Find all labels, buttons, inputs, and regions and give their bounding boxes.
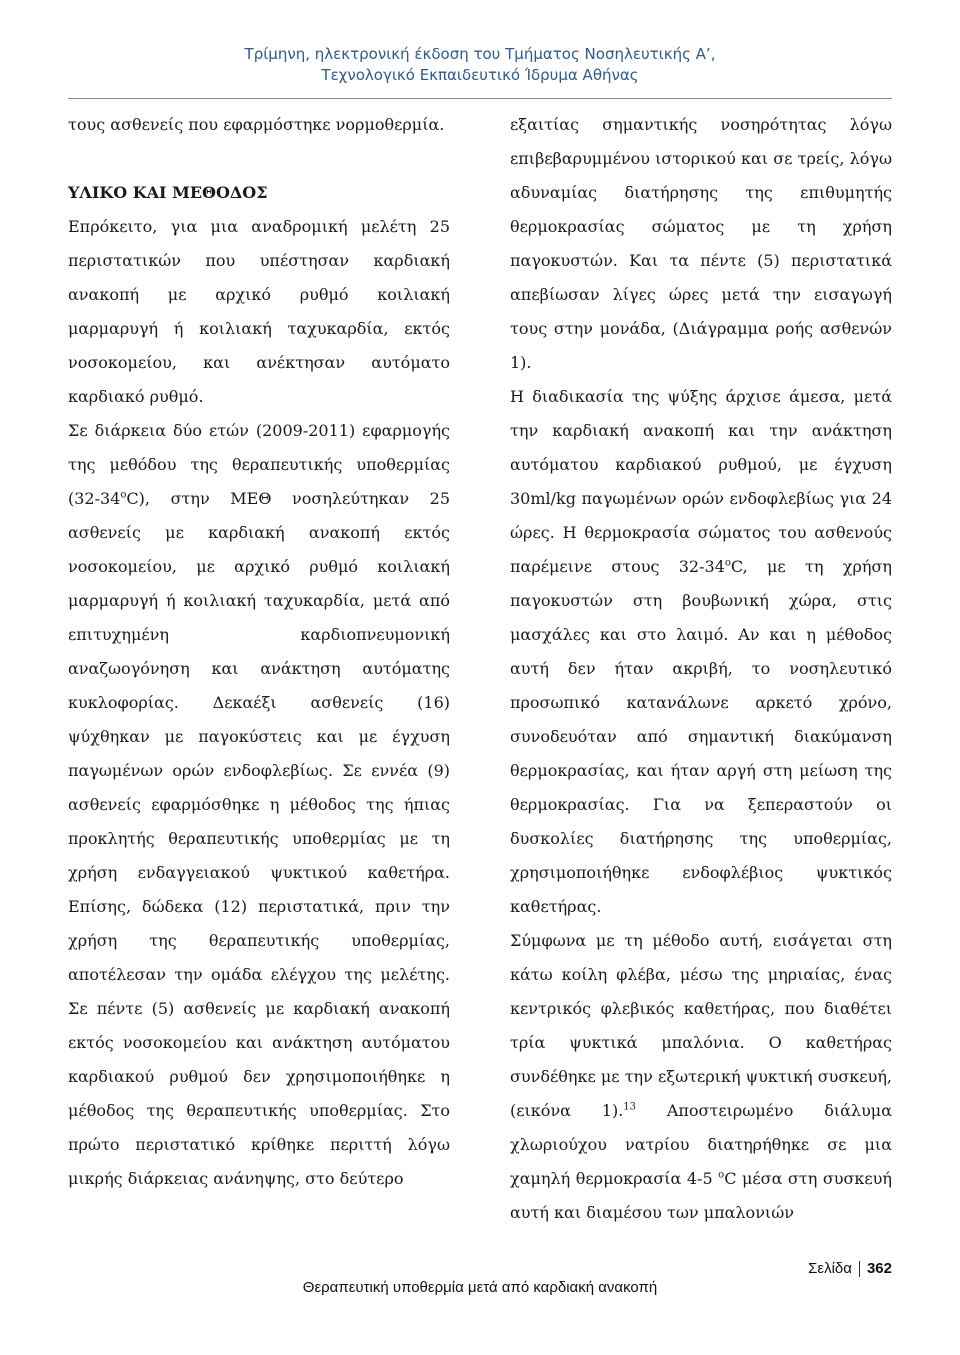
degree-superscript: o [120, 489, 127, 501]
right-paragraph-3-text-b: Αποστειρωμένο διάλυμα χλωριούχου νατρίου διατηρήθηκε σε μια χαμηλή θερμοκρασία 4-5 [510, 1101, 892, 1188]
journal-header-line1: Τρίμηνη, ηλεκτρονική έκδοση του Τμήματος Νοσηλευτικής Α’, [244, 45, 716, 63]
intro-paragraph: τους ασθενείς που εφαρμόστηκε νορμοθερμία. [68, 115, 445, 134]
degree-superscript: o [718, 1169, 725, 1181]
header-rule [68, 98, 892, 99]
right-column [510, 108, 892, 1230]
methods-paragraph-2-text-a: Σε διάρκεια δύο ετών (2009-2011) εφαρμογής της μεθόδου της θεραπευτικής υποθερμίας (32-34 [68, 421, 450, 508]
right-paragraph-2-text-b: C, με τη χρήση παγοκυστών στη βουβωνική χώρα, στις μασχάλες και στο λαιμό. Αν και η μέθοδος αυτή δεν ήταν ακριβή, το νοσηλευτικό προσωπικό κατανάλωνε αρκετό χρόνο, συνοδευόταν από σημαντική διακύμανση θερμοκρασίας, και ήταν αργή στη μείωση της θερμοκρασίας. Για να ξεπεραστούν οι δυσκολίες διατήρησης της υποθερμίας, χρησιμοποιήθηκε ενδοφλέβιος ψυκτικός καθετήρας. [510, 557, 892, 916]
methods-paragraph-1: Επρόκειτο, για μια αναδρομική μελέτη 25 περιστατικών που υπέστησαν καρδιακή ανακοπή με αρχικό ρυθμό κοιλιακή μαρμαρυγή ή κοιλιακή ταχυκαρδία, εκτός νοσοκομείου, και ανέκτησαν αυτόματο καρδιακό ρυθμό. [68, 217, 450, 406]
right-paragraph-3-text-a: Σύμφωνα με τη μέθοδο αυτή, εισάγεται στη κάτω κοίλη φλέβα, μέσω της μηριαίας, ένας κεντρικός φλεβικός καθετήρας, που διαθέτει τρία ψυκτικά μπαλόνια. Ο καθετήρας συνδέθηκε με την εξωτερική ψυκτική συσκευή, (εικόνα 1). [510, 931, 892, 1120]
page-label: Σελίδα [808, 1260, 852, 1277]
right-paragraph-2 [510, 380, 892, 924]
journal-header [0, 44, 960, 86]
running-title: Θεραπευτική υποθερμία μετά από καρδιακή ανακοπή [302, 1279, 658, 1296]
journal-header-line2: Τεχνολογικό Εκπαιδευτικό Ίδρυμα Αθήνας [321, 66, 639, 84]
page-number: 362 [866, 1260, 892, 1277]
section-title: ΥΛΙΚΟ ΚΑΙ ΜΕΘΟΔΟΣ [68, 183, 268, 202]
methods-paragraph-2-text-b: C), στην ΜΕΘ νοσηλεύτηκαν 25 ασθενείς με καρδιακή ανακοπή εκτός νοσοκομείου, με αρχικό ρυθμό κοιλιακή μαρμαρυγή ή κοιλιακή ταχυκαρδία, μετά από επιτυχημένη καρδιοπνευμονική αναζωογόνηση και ανάκτηση αυτόματης κυκλοφορίας. Δεκαέξι ασθενείς (16) ψύχθηκαν με παγοκύστεις και με έγχυση παγωμένων ορών ενδοφλεβίως. Σε εννέα (9) ασθενείς εφαρμόσθηκε η μέθοδος της ήπιας προκλητής θεραπευτικής υποθερμίας με τη χρήση ενδαγγειακού ψυκτικού καθετήρα. Επίσης, δώδεκα (12) περιστατικά, πριν την χρήση της θεραπευτικής υποθερμίας, αποτέλεσαν την ομάδα ελέγχου της μελέτης. Σε πέντε (5) ασθενείς με καρδιακή ανακοπή εκτός νοσοκομείου και ανάκτηση αυτόματου καρδιακού ρυθμού δεν χρησιμοποιήθηκε η μέθοδος της θεραπευτικής υποθερμίας. Στο πρώτο περιστατικό κρίθηκε περιττή λόγω μικρής διάρκειας ανάνηψης, στο δεύτερο [68, 489, 450, 1188]
left-column [68, 108, 450, 1196]
reference-superscript: 13 [623, 1101, 637, 1113]
page-separator [859, 1261, 860, 1277]
right-paragraph-3 [510, 924, 892, 1230]
right-paragraph-3-text-c: C μέσα στη συσκευή αυτή και διαμέσου των μπαλονιών [510, 1169, 892, 1222]
right-paragraph-1: εξαιτίας σημαντικής νοσηρότητας λόγω επιβεβαρυμμένου ιστορικού και σε τρείς, λόγω αδυναμίας διατήρησης της επιθυμητής θερμοκρασίας σώματος με τη χρήση παγοκυστών. Και τα πέντε (5) περιστατικά απεβίωσαν λίγες ώρες μετά την εισαγωγή τους στην μονάδα, (Διάγραμμα ροής ασθενών 1). [510, 115, 892, 372]
right-paragraph-2-text-a: Η διαδικασία της ψύξης άρχισε άμεσα, μετά την καρδιακή ανακοπή και την ανάκτηση αυτόματου καρδιακού ρυθμού, με έγχυση 30ml/kg παγωμένων ορών ενδοφλεβίως για 24 ώρες. Η θερμοκρασία σώματος του ασθενούς παρέμεινε στους 32-34 [510, 387, 892, 576]
degree-superscript: o [724, 557, 731, 569]
methods-paragraph-2 [68, 414, 450, 1196]
page-number-block [808, 1260, 892, 1277]
